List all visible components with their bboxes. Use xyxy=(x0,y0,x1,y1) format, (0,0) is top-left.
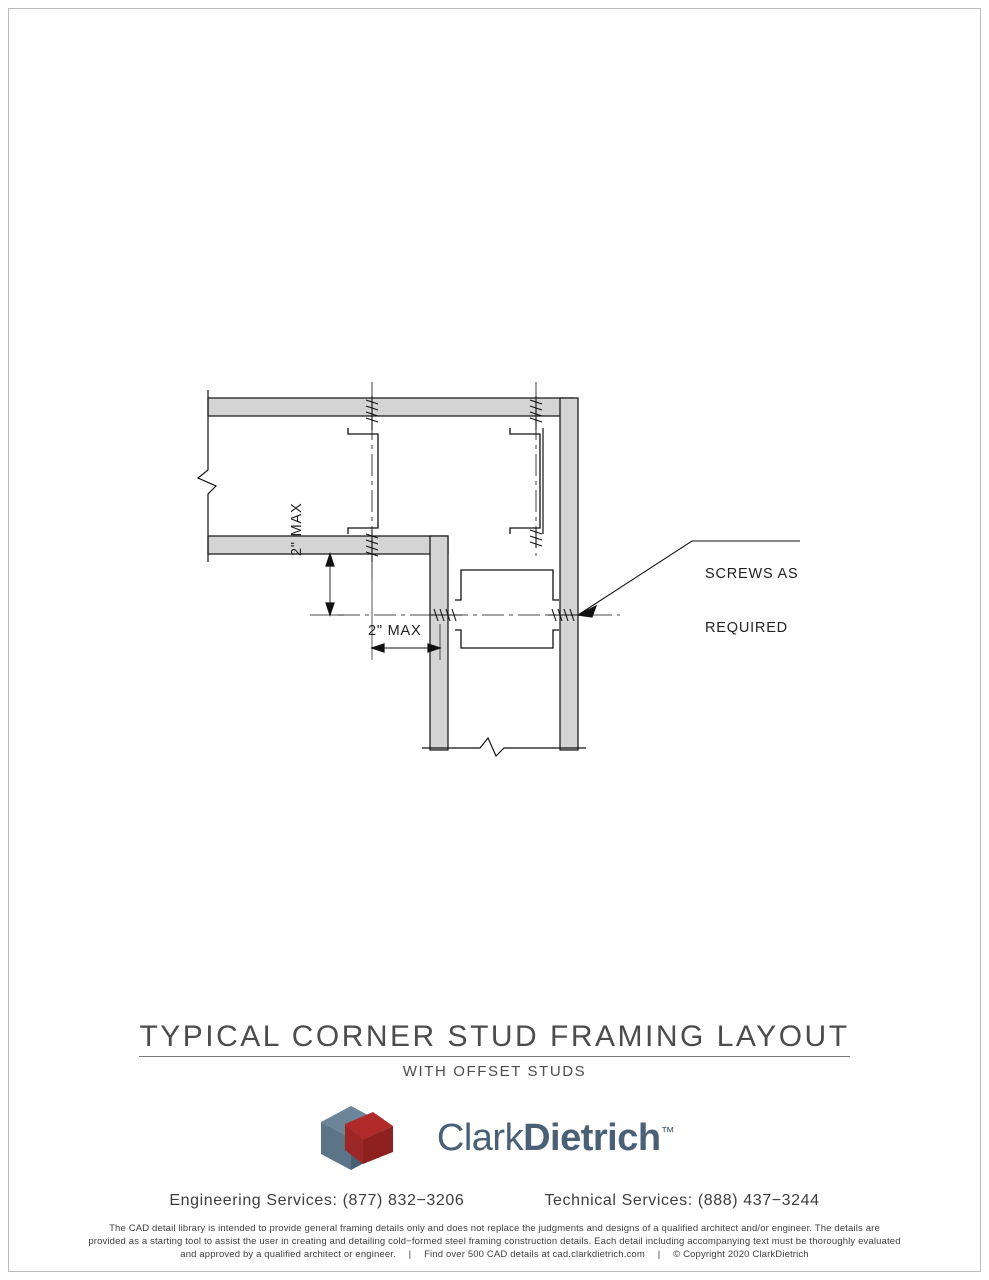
cad-library-link[interactable]: Find over 500 CAD details at cad.clarkdietrich.com xyxy=(424,1249,645,1260)
technical-services-contact: Technical Services: (888) 437−3244 xyxy=(544,1192,820,1209)
disclaimer-line-1: The CAD detail library is intended to provide general framing details only and does not replace the judgments and designs of a qualified architect and/or engineer. The details are xyxy=(109,1223,880,1234)
dimension-horizontal-label: 2" MAX xyxy=(368,623,422,639)
stud-horizontal-left xyxy=(348,428,378,534)
contact-row xyxy=(0,1192,989,1210)
disclaimer-block xyxy=(40,1222,949,1261)
disclaimer-line-2: provided as a starting tool to assist the user in creating and detailing cold−formed steel framing construction details. Each detail including accompanying text must be thoroughly evaluated xyxy=(88,1236,901,1247)
stud-vertical-bottom-flange xyxy=(455,630,559,648)
dim-arrow-vertical-top xyxy=(326,554,334,566)
dim-arrow-horizontal-left xyxy=(372,644,384,652)
top-wall-inner-sheathing xyxy=(208,536,448,554)
stud-vertical-top-flange xyxy=(455,570,559,600)
clarkdietrich-cube-icon xyxy=(315,1102,427,1174)
logo-wordmark xyxy=(437,1117,674,1160)
screws-note-label xyxy=(705,529,798,673)
screws-note-line1: SCREWS AS xyxy=(705,566,799,582)
screw-symbol-mid-right xyxy=(530,528,542,548)
logo-trademark: ™ xyxy=(660,1122,675,1139)
logo-name-bold: Dietrich xyxy=(523,1116,661,1159)
dimension-vertical-label: 2" MAX xyxy=(289,502,305,556)
logo-name-light: Clark xyxy=(436,1116,524,1159)
disclaimer-line-3 xyxy=(40,1248,949,1261)
screws-note-line2: REQUIRED xyxy=(705,620,788,636)
dim-arrow-vertical-bottom xyxy=(326,603,334,615)
engineering-services-contact: Engineering Services: (877) 832−3206 xyxy=(169,1192,465,1209)
right-wall-inner-sheathing xyxy=(430,536,448,750)
copyright-text: © Copyright 2020 ClarkDietrich xyxy=(673,1249,809,1260)
stud-horizontal-right xyxy=(510,428,540,534)
page-title: TYPICAL CORNER STUD FRAMING LAYOUT xyxy=(139,1020,849,1057)
disclaimer-separator-2: | xyxy=(657,1249,661,1260)
disclaimer-approval-text: and approved by a qualified architect or engineer. xyxy=(180,1249,396,1260)
right-wall-outer-sheathing xyxy=(560,398,578,750)
page-subtitle: WITH OFFSET STUDS xyxy=(402,1063,587,1080)
title-block xyxy=(0,1020,989,1080)
brand-logo xyxy=(0,1102,989,1174)
disclaimer-separator-1: | xyxy=(408,1249,412,1260)
top-wall-outer-sheathing xyxy=(208,398,574,416)
